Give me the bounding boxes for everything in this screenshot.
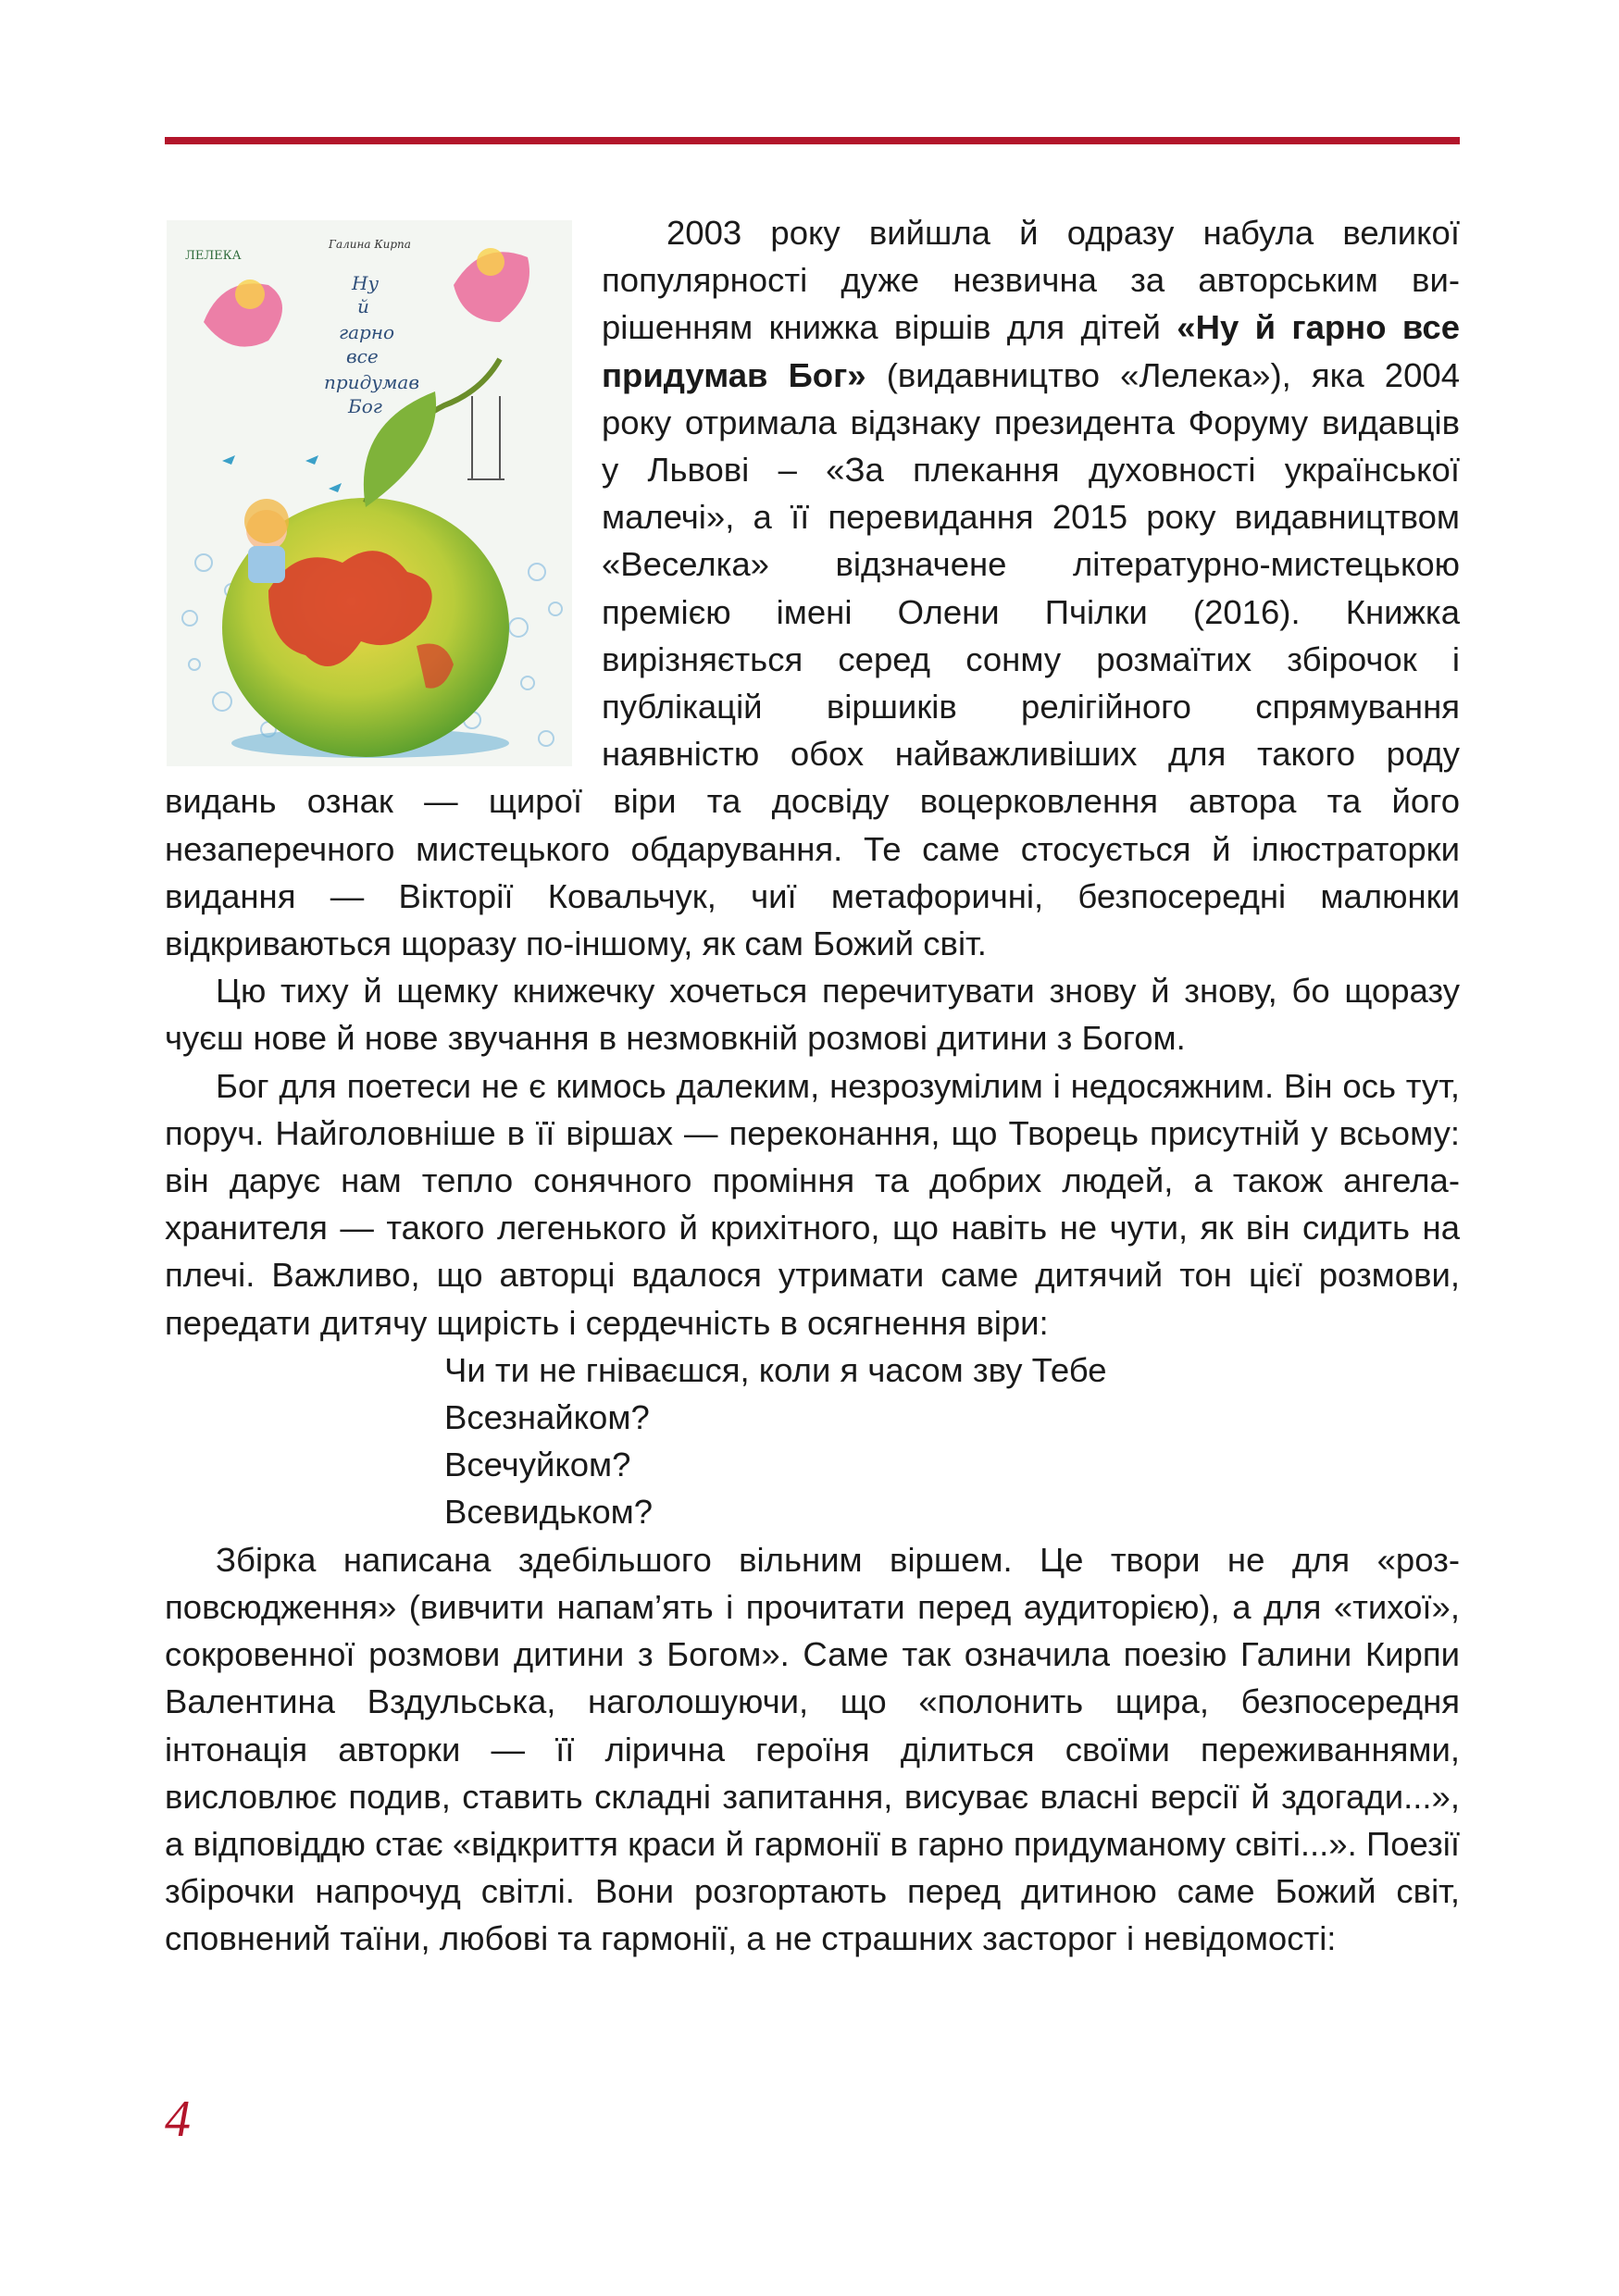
paragraph-intro-start: 2003 року вийшла й одразу набула великої популярності дуже незвична за авторським вирішенням книжка віршів для дітей — [602, 214, 1460, 347]
cover-title-line: придумав — [324, 371, 419, 393]
page-number: 4 — [165, 2091, 191, 2148]
poem-line: Всевидьком? — [444, 1493, 654, 1532]
cover-publisher-text: ЛЕЛЕКА — [185, 249, 242, 263]
cover-title-line: й — [357, 295, 369, 317]
paragraph-intro-end: (видавництво «Лелека»), яка 2004 року отримала відзнаку президента Форуму видавців у Львові – «За плекання духовності української малечі», а її перевидання 2015 року видавництвом «Веселка» відзначене літературно-мистецькою премією імені Олени Пчілки (2016). Книжка вирізняється серед сонму розмаїтих збірочок і публікацій віршиків релігійного спрямування наявністю обох найважливіших для такого роду видань ознак — щирої віри та досвіду воцерковлення автора та його незаперечного мистецького обдарування. Те саме стосується й ілюстраторки видання — Вікторії Ковальчук, чиї метафоричні, безпосередні малюнки відкриваються щоразу по-іншому, як сам Божий світ. — [165, 355, 1460, 963]
cover-title-line: все — [346, 345, 379, 367]
poem-line: Всезнайком? — [444, 1398, 650, 1437]
book-title-bold: «Ну й гарно все придумав Бог» — [602, 308, 1461, 394]
poem-line: Чи ти не гніваєшся, коли я часом зву Тебе — [444, 1350, 1107, 1389]
cover-author-text: Галина Кирпа — [329, 238, 411, 251]
book-cover-illustration — [167, 220, 572, 766]
header-rule — [165, 137, 1460, 144]
cover-title-line: Ну — [352, 272, 380, 294]
book-cover-image — [167, 220, 572, 766]
paragraph-2: Цю тиху й щемку книжечку хочеться перечитувати знову й знову, бо щоразу чуєш нове й нове звучання в незмовкній розмові дитини з Богом. — [165, 972, 1460, 1058]
paragraph-3: Бог для поетеси не є кимось далеким, незрозумілим і недосяжним. Він ось тут, поруч. Найголовніше в її віршах — переконання, що Творець присутній у всьому: він дарує нам тепло сонячного проміння та добрих людей, а також ангела-хранителя — такого легенького й крихітного, що навіть не чути, як він сидить на плечі. Важливо, що авторці вдалося утримати саме дитячий тон цієї розмови, передати дитячу щирість і сердечність в осягнення віри: — [165, 1066, 1460, 1342]
cover-title-line: Бог — [348, 395, 382, 417]
cover-title-line: гарно — [339, 321, 395, 343]
page-body — [165, 209, 1460, 1963]
paragraph-4: Збірка написана здебільшого вільним віршем. Це твори не для «розповсюдження» (вивчити напам’ять і прочитати перед аудиторією), а для «тихої», сокровенної розмови дитини з Богом». Саме так означила поезію Галини Кирпи Валентина Вздульська, наголошуючи, що «полонить щира, безпосередня інтонація авторки — її лірична героїня ділиться своїми переживаннями, висловлює подив, ставить складні запитання, висуває власні версії й здогади...», а відповіддю стає «відкриття краси й гармонії в гарно придуманому світі...». Поезії збірочки напрочуд світлі. Вони розгортають перед дитиною саме Божий світ, сповнений таїни, любові та гармонії, а не страшних засторог і невідомості: — [165, 1540, 1460, 1958]
poem-quote — [165, 1347, 1460, 1536]
poem-line: Всечуйком? — [444, 1446, 631, 1484]
